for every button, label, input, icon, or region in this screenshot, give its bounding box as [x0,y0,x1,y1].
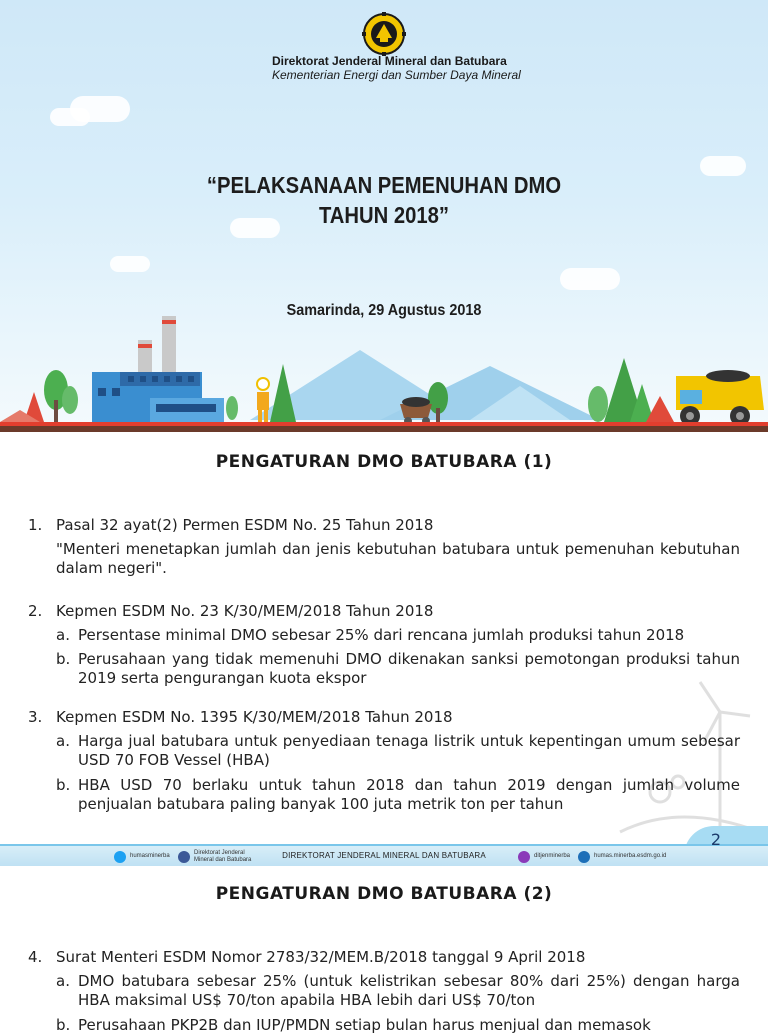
list-item [28,516,740,536]
cloud [50,108,90,126]
list-item [28,602,740,622]
sub-item-text: Harga jual batubara untuk penyediaan tenaga listrik untuk kepentingan umum sebesar USD 70 FOB Vessel (HBA) [78,732,740,769]
footer-website: humas.minerba.esdm.go.id [594,853,667,859]
mining-landscape-illustration [0,300,768,432]
globe-icon [578,851,590,863]
slide-footer [0,844,768,866]
cloud [110,256,150,272]
item-heading: Pasal 32 ayat(2) Permen ESDM No. 25 Tahun 2018 [56,516,434,534]
cloud [560,268,620,290]
sub-item-text: Persentase minimal DMO sebesar 25% dari rencana jumlah produksi tahun 2018 [78,626,685,644]
item-number: 1. [28,516,43,534]
sub-item-letter: a. [56,732,70,750]
instagram-icon [518,851,530,863]
ministry-name: Kementerian Energi dan Sumber Daya Mineral [272,68,521,82]
footer-facebook-line2: Mineral dan Batubara [194,857,252,863]
sub-item-letter: b. [56,650,71,668]
footer-organization: DIREKTORAT JENDERAL MINERAL DAN BATUBARA [282,851,486,860]
sub-item-letter: b. [56,776,71,794]
sub-item-text: DMO batubara sebesar 25% (untuk kelistrikan sebesar 80% dari 25%) dengan harga HBA maksimal US$ 70/ton apabila HBA lebih dari US$ 70/ton [78,972,740,1009]
slide-title: PENGATURAN DMO BATUBARA (2) [215,884,553,904]
item-number: 2. [28,602,43,620]
cover-date: Samarinda, 29 Agustus 2018 [286,302,482,319]
sub-item-letter: b. [56,1016,71,1034]
item-heading: Kepmen ESDM No. 1395 K/30/MEM/2018 Tahun 2018 [56,708,453,726]
cover-slide [0,0,768,432]
list-item [28,948,740,968]
footer-twitter: humasminerba [130,853,170,859]
sub-item-text: Perusahaan PKP2B dan IUP/PMDN setiap bulan harus menjual dan memasok [78,1016,651,1034]
list-item [28,708,740,728]
item-quote: "Menteri menetapkan jumlah dan jenis kebutuhan batubara untuk pemenuhan kebutuhan dalam negeri". [56,540,740,577]
sub-item-text: HBA USD 70 berlaku untuk tahun 2018 dan tahun 2019 dengan jumlah volume penjualan batubara paling banyak 100 juta metrik ton per tahun [78,776,740,813]
sub-item-text: Perusahaan yang tidak memenuhi DMO dikenakan sanksi pemotongan produksi tahun 2019 serta pengurangan kuota ekspor [78,650,740,687]
item-heading: Surat Menteri ESDM Nomor 2783/32/MEM.B/2018 tanggal 9 April 2018 [56,948,586,966]
organization-name: Direktorat Jenderal Mineral dan Batubara [272,54,507,68]
item-heading: Kepmen ESDM No. 23 K/30/MEM/2018 Tahun 2018 [56,602,434,620]
sub-item-letter: a. [56,972,70,990]
cover-title-line1: “PELAKSANAAN PEMENUHAN DMO [206,172,562,198]
esdm-logo-icon [362,12,406,56]
item-number: 3. [28,708,43,726]
page-number: 2 [710,830,722,849]
slide-pengaturan-1 [0,432,768,866]
cover-title-line2: TAHUN 2018” [318,202,450,228]
footer-facebook-line1: Direktorat Jenderal [194,850,245,856]
sub-item-letter: a. [56,626,70,644]
footer-instagram: ditjenminerba [534,853,571,859]
slide-title: PENGATURAN DMO BATUBARA (1) [215,452,553,472]
item-number: 4. [28,948,43,966]
slide-pengaturan-2 [0,866,768,1034]
